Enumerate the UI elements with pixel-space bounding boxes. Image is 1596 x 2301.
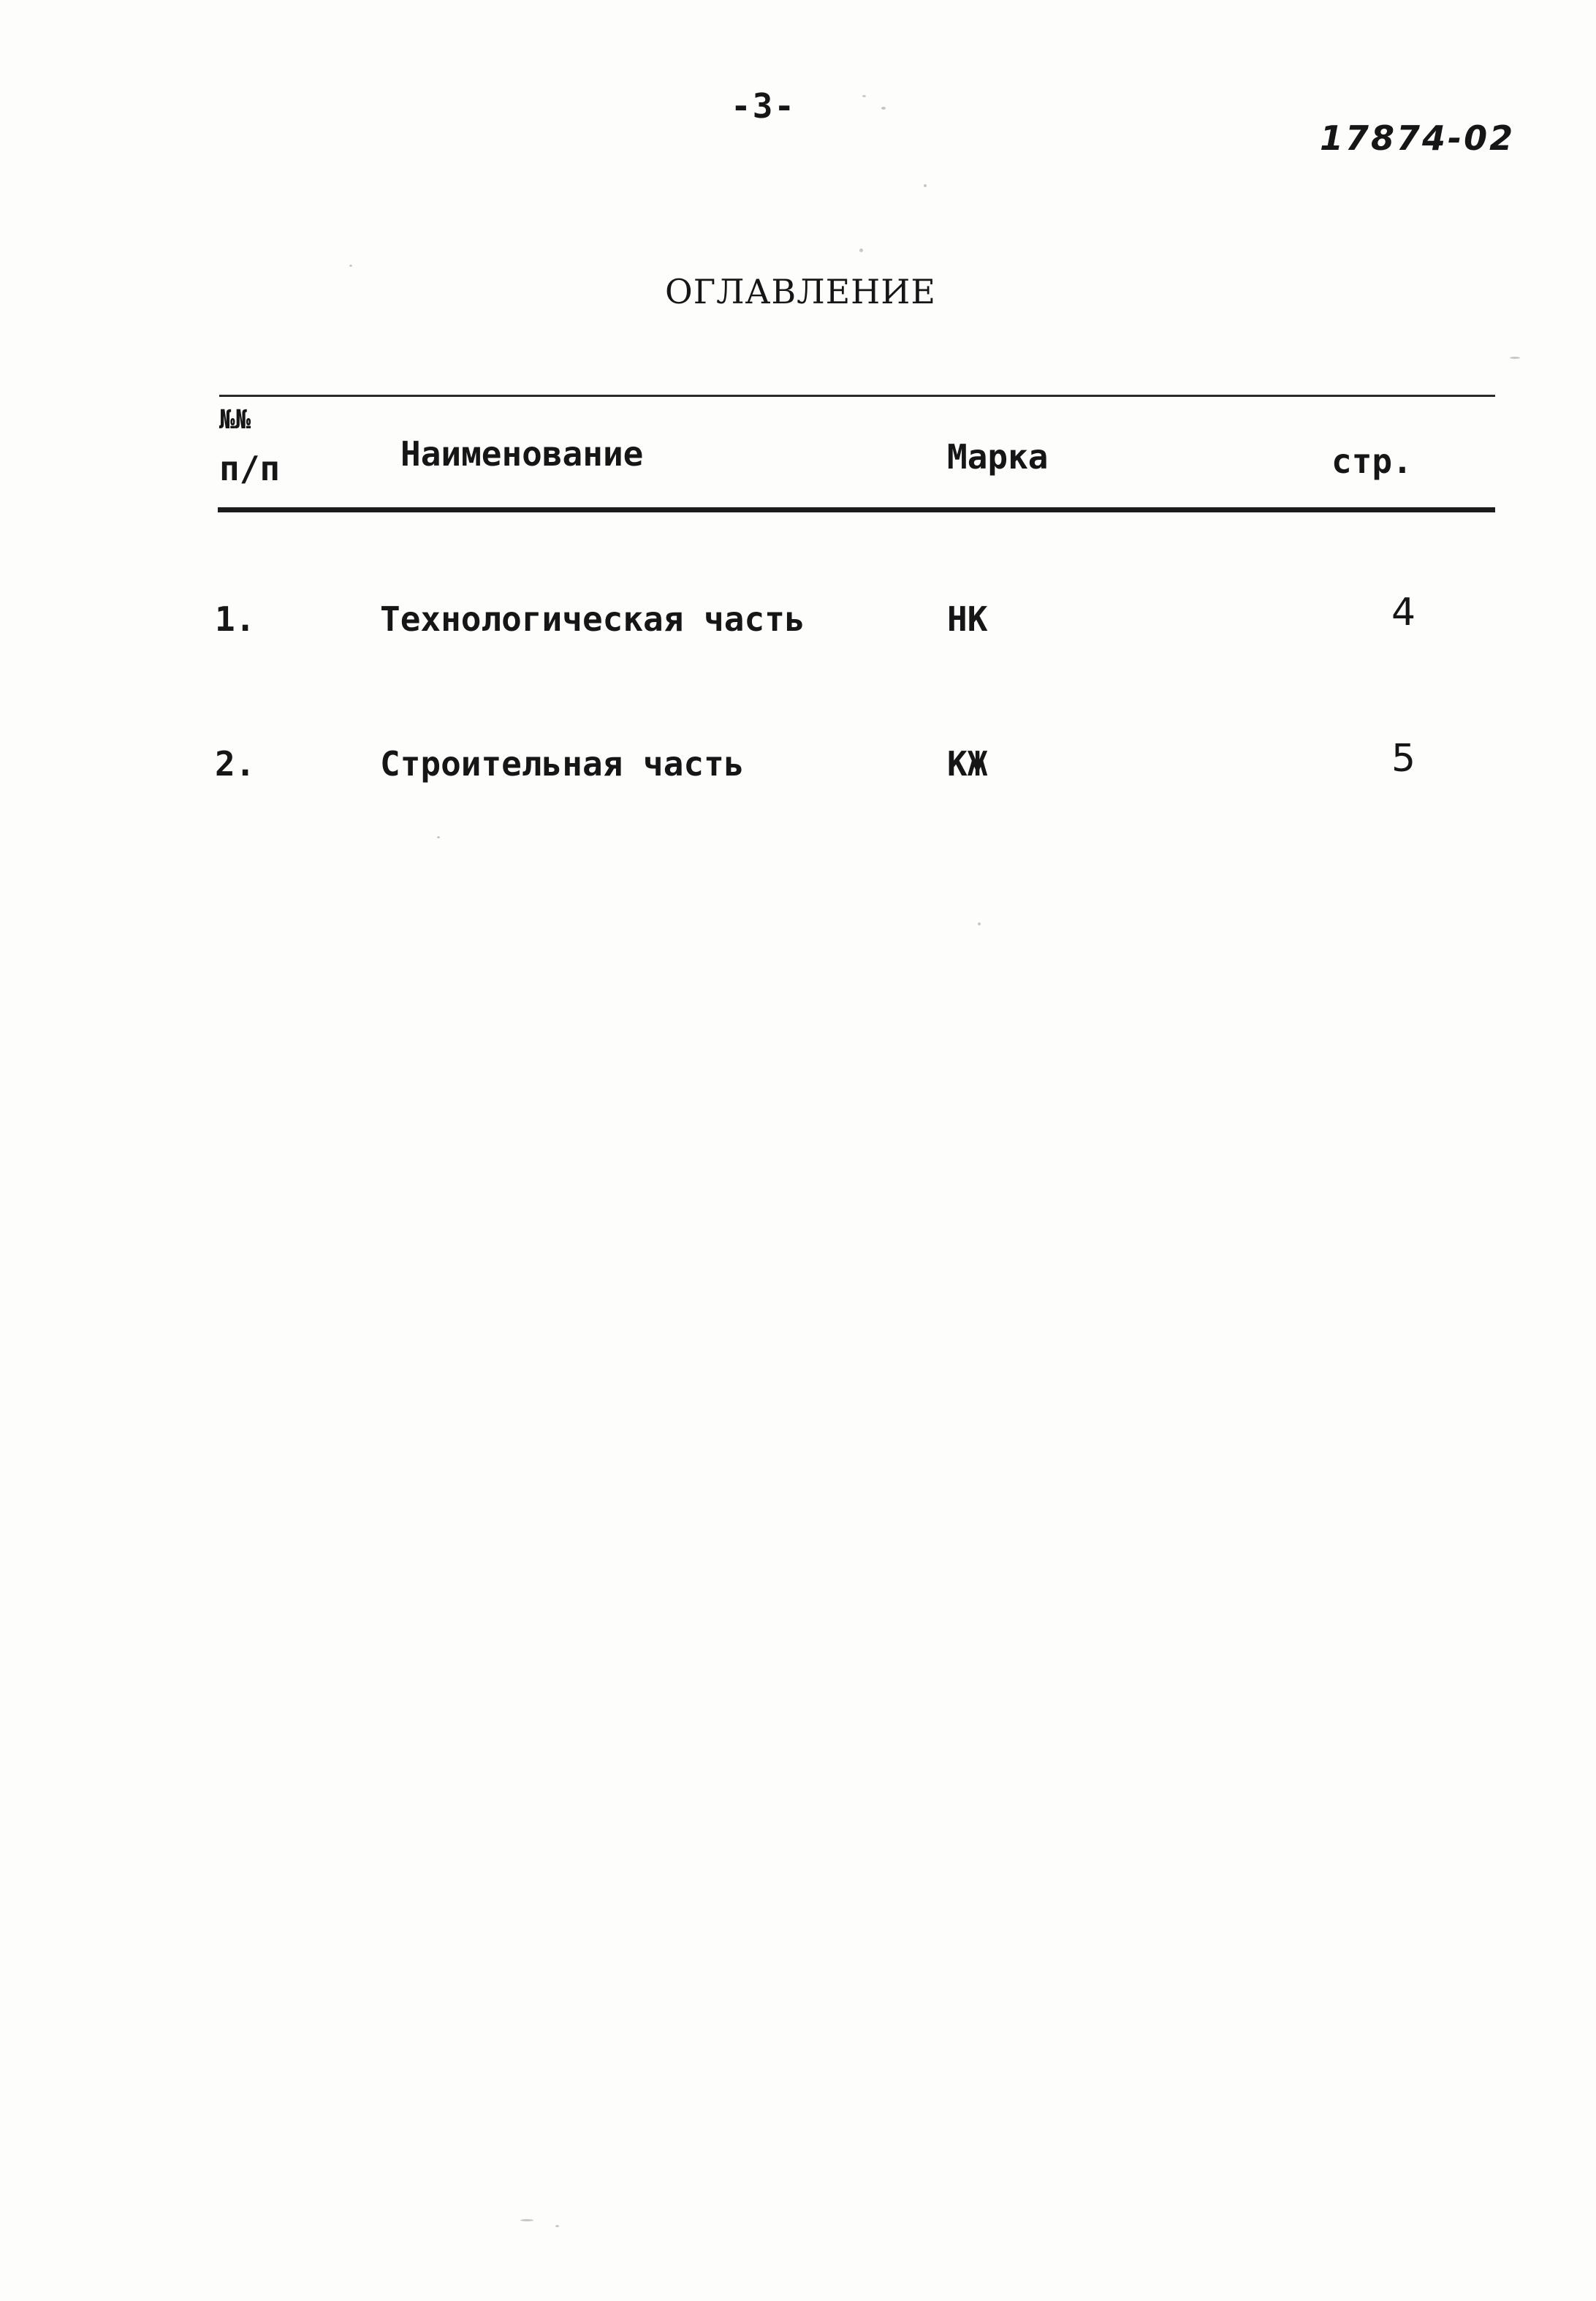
column-header-page: стр. [1331, 441, 1413, 481]
speck [555, 2225, 559, 2227]
column-header-number-line2: п/п [219, 449, 281, 488]
column-header-number-line1: №№ [219, 405, 251, 435]
column-header-name: Наименование [400, 434, 644, 474]
document-code: 17874-02 [1320, 118, 1516, 158]
speck [859, 249, 863, 252]
speck [437, 836, 440, 838]
speck [349, 265, 352, 267]
row-1-mark: НК [947, 599, 988, 639]
speck [881, 107, 886, 110]
speck [924, 184, 927, 187]
speck [1510, 357, 1520, 359]
speck [978, 922, 981, 925]
row-1-number: 1. [215, 599, 256, 639]
row-2-mark: КЖ [947, 744, 988, 784]
speck [862, 95, 866, 97]
row-1-page: 4 [1391, 591, 1416, 634]
row-2-page: 5 [1391, 737, 1416, 781]
speck [520, 2219, 533, 2221]
row-2-name: Строительная часть [380, 744, 745, 784]
row-1-name: Технологическая часть [380, 599, 805, 639]
column-header-mark: Марка [947, 437, 1049, 477]
row-2-number: 2. [215, 744, 256, 784]
page-number: -3- [731, 86, 797, 126]
table-top-rule [219, 395, 1495, 397]
table-header-rule [218, 507, 1495, 512]
toc-title: ОГЛАВЛЕНИЕ [665, 272, 936, 311]
